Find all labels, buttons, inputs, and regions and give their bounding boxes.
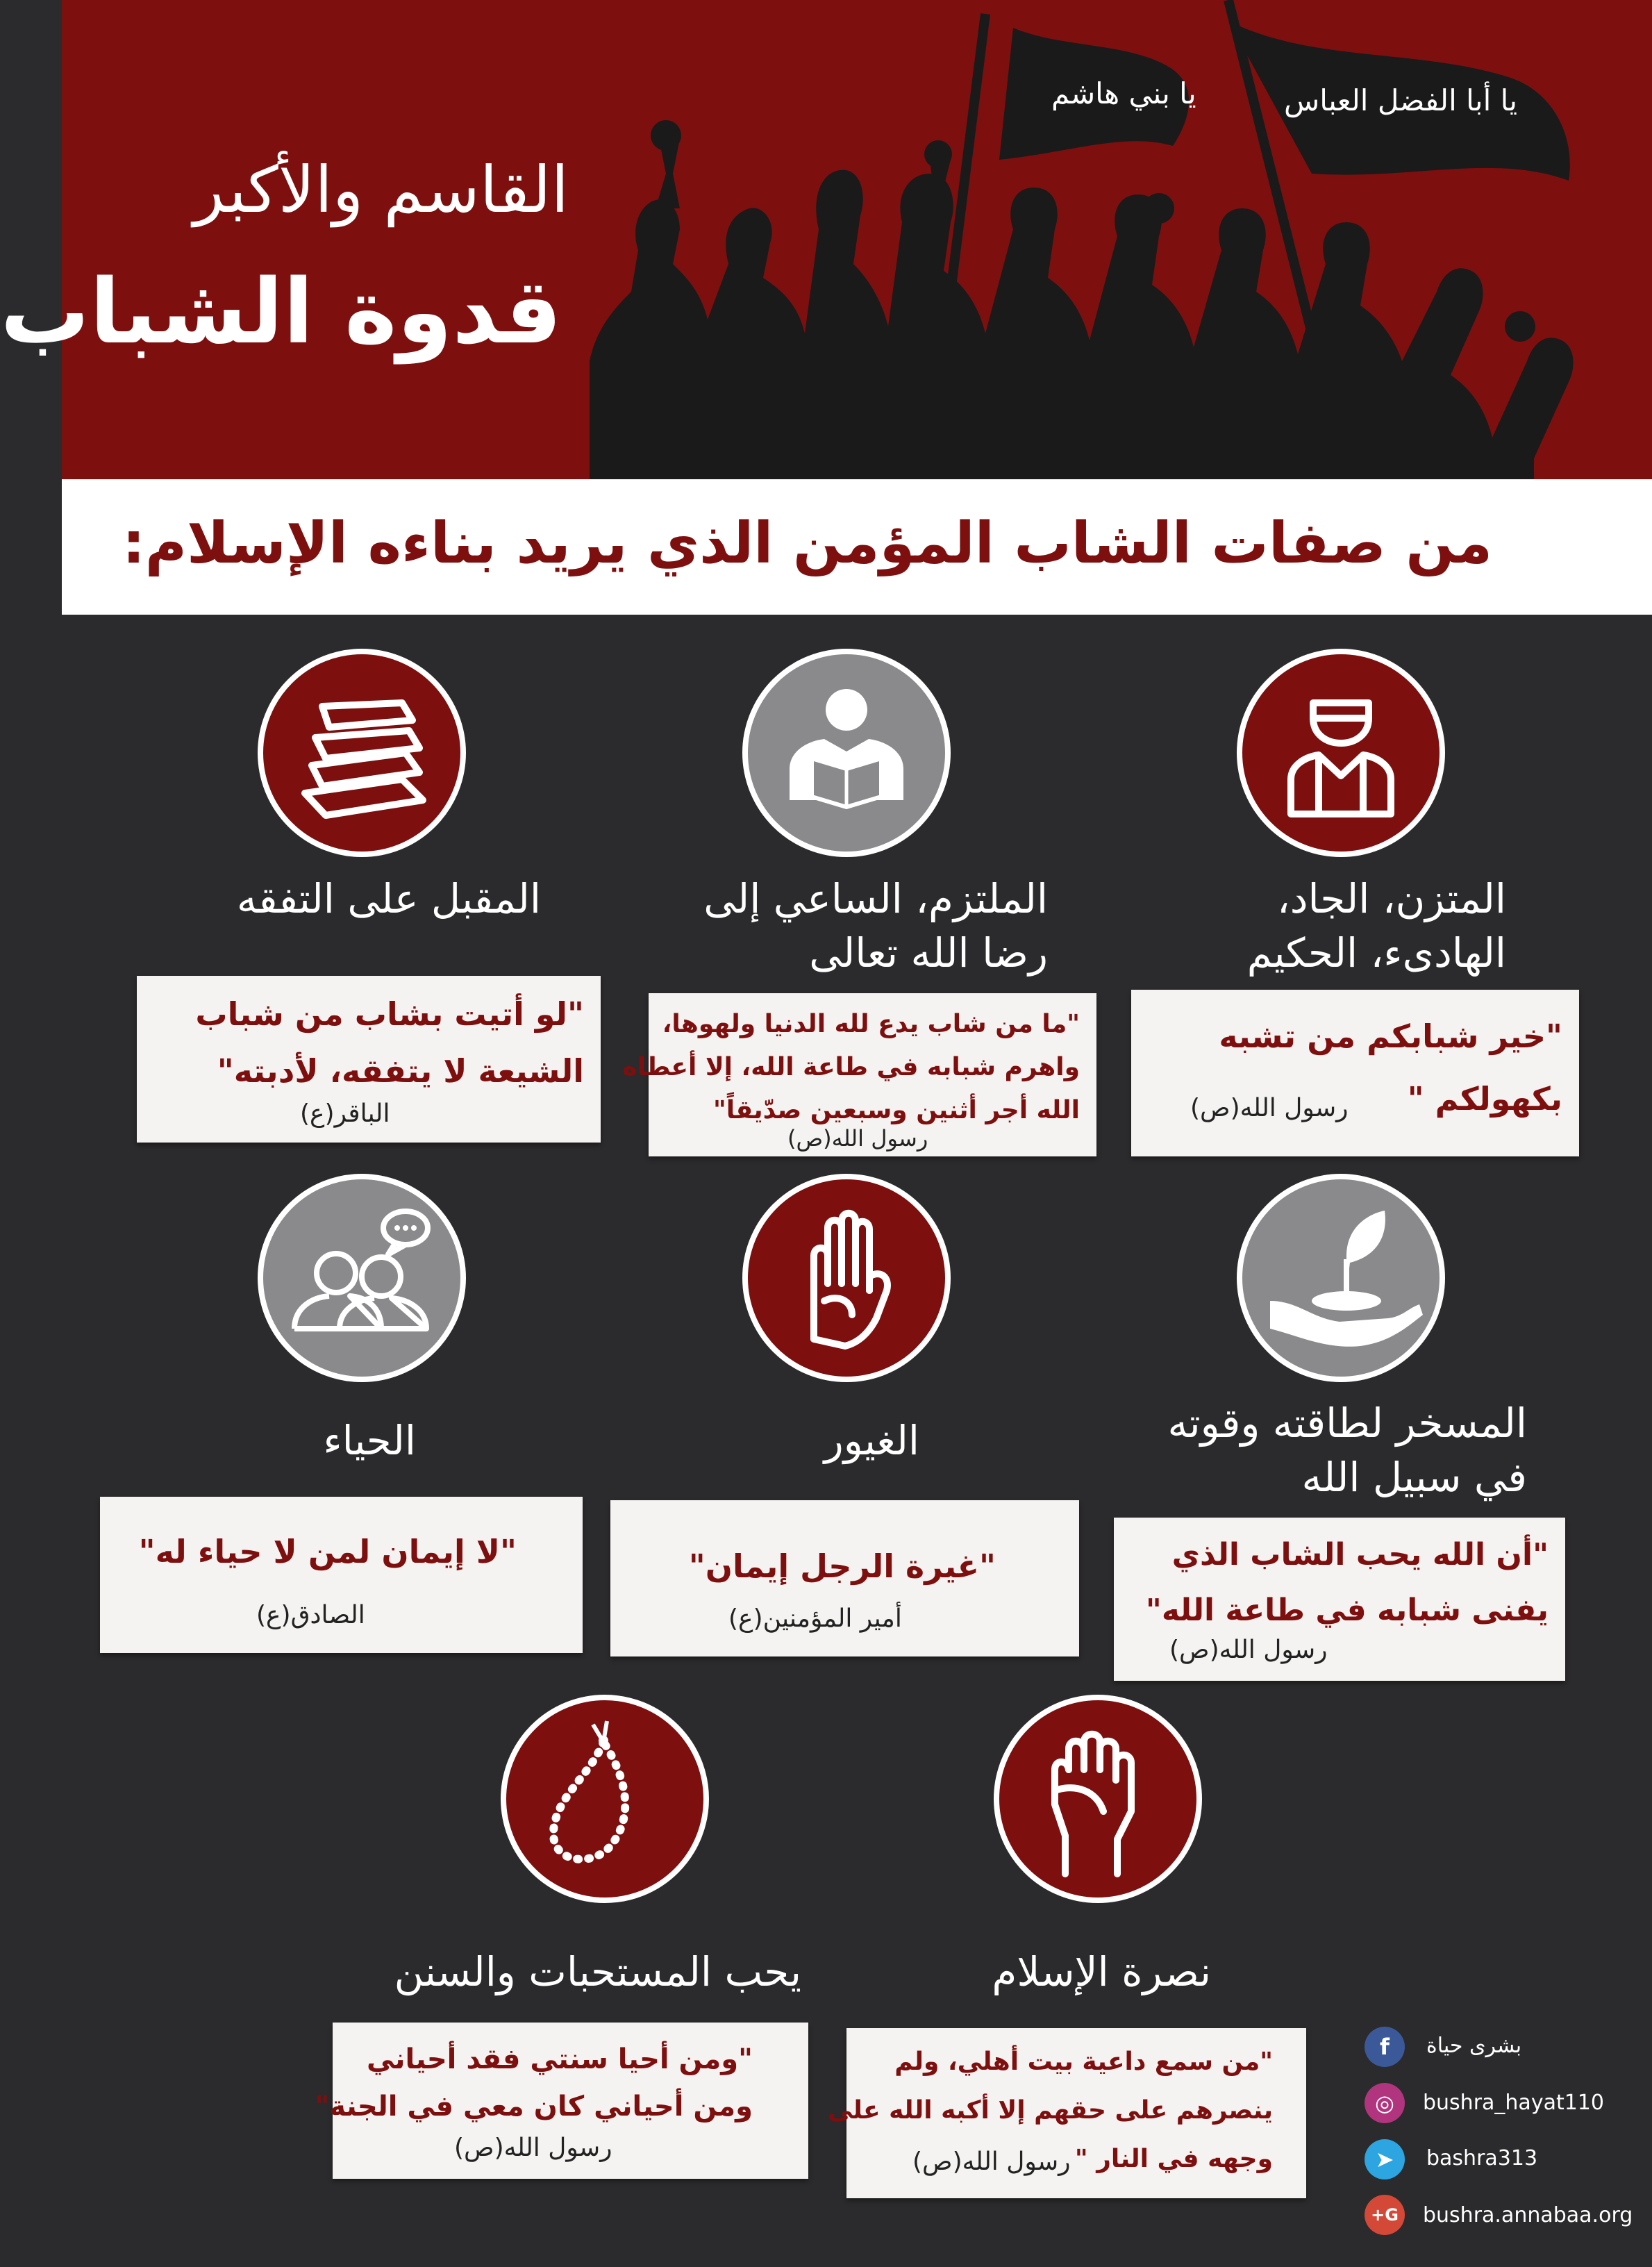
quote-card [610,1500,1079,1656]
quote-line: الشيعة لا يتفقه، لأدبته" [217,1052,584,1090]
quote-card [100,1497,583,1653]
quote-line: "لو أتيت بشاب من شباب [195,995,584,1033]
title-line-2: قدوة الشباب [0,260,562,364]
crowd-silhouette-illustration [62,0,1652,479]
quote-line: "ومن أحيا سنتي فقد أحياني [367,2043,753,2075]
quote-line: الله أجر أثنين وسبعين صدّيقاً" [712,1096,1080,1124]
quote-source: الصادق(ع) [256,1601,365,1629]
title-line-1: القاسم والأكبر [193,153,569,227]
quote-line: ومن أحياني كان معي في الجنة" [315,2091,753,2123]
trait-title [1167,1396,1527,1504]
instagram-icon[interactable]: ◎ [1365,2083,1405,2123]
people-chat-icon [258,1174,466,1382]
quote-line: وجهه في النار " [1074,2145,1273,2173]
quote-source: الباقر(ع) [300,1099,390,1128]
quote-source: رسول الله(ص) [1169,1636,1328,1664]
header-banner [0,0,1652,479]
prayer-beads-icon [501,1695,709,1903]
social-label: بشرى حياة [1426,2034,1522,2058]
social-label: bushra_hayat110 [1423,2091,1604,2115]
quote-line: "لا إيمان لمن لا حياء له" [138,1533,517,1570]
trait-line: الملتزم، الساعي إلى [703,875,1048,922]
quote-card [1131,990,1579,1156]
trait-title: يحب المستحبات والسنن [394,1948,801,1995]
trait-line: رضا الله تعالى [809,929,1048,977]
quote-line: ينصرهم على حقهم إلا أكبه الله على [827,2096,1273,2125]
trait-line: المتزن، الجاد، [1276,875,1506,922]
quote-source: رسول الله(ص) [912,2148,1071,2176]
quote-card [827,2028,1306,2198]
person-icon [1237,649,1445,857]
raised-hand-icon [742,1174,951,1382]
quote-card [622,993,1096,1156]
quote-line: بكهولكم " [1407,1080,1562,1118]
quote-line: واهرم شبابه في طاعة الله، إلا أعطاه [622,1053,1080,1081]
quote-card [137,976,601,1143]
quote-source: رسول الله(ص) [787,1125,928,1152]
quote-card [1114,1518,1565,1681]
trait-title: الغيور [824,1417,919,1464]
facebook-icon[interactable]: f [1365,2027,1405,2067]
flag-right-text: يا أبا الفضل العباس [1284,83,1518,117]
google-plus-icon[interactable]: G+ [1365,2195,1405,2235]
quote-line: "ما من شاب يدع لله الدنيا ولهوها، [662,1010,1080,1038]
quote-line: "خير شبابكم من تشبه [1219,1018,1562,1055]
raised-fist-icon [994,1695,1202,1903]
flag-left-text: يا بني هاشم [1051,76,1196,110]
trait-title: المقبل على التفقه [236,875,541,922]
quote-line: يفنى شبابه في طاعة الله" [1145,1593,1549,1628]
subtitle-text: من صفات الشاب المؤمن الذي يريد بناءه الإسلام: [122,510,1492,576]
trait-title: الحياء [323,1417,416,1464]
social-label: bushra.annabaa.org [1423,2203,1633,2227]
books-icon [258,649,466,857]
quote-source: رسول الله(ص) [454,2134,612,2162]
quote-line: "غيرة الرجل إيمان" [688,1547,996,1585]
trait-title [703,872,1048,980]
trait-line: في سبيل الله [1301,1454,1527,1501]
quote-card [315,2023,808,2179]
trait-line: المسخر لطاقته وقوته [1167,1400,1527,1447]
quote-source: رسول الله(ص) [1190,1094,1349,1122]
quote-source: أمير المؤمنين(ع) [728,1604,902,1633]
trait-title: نصرة الإسلام [992,1948,1211,1995]
hand-plant-icon [1237,1174,1445,1382]
reading-person-icon [742,649,951,857]
telegram-icon[interactable]: ➤ [1365,2139,1405,2179]
quote-line: "أن الله يحب الشاب الذي [1171,1537,1549,1572]
quote-line: "من سمع داعية بيت أهلي، ولم [894,2048,1273,2076]
trait-line: الهادىء، الحكيم [1246,929,1506,977]
social-label: bashra313 [1426,2146,1538,2170]
trait-title [1247,872,1506,980]
